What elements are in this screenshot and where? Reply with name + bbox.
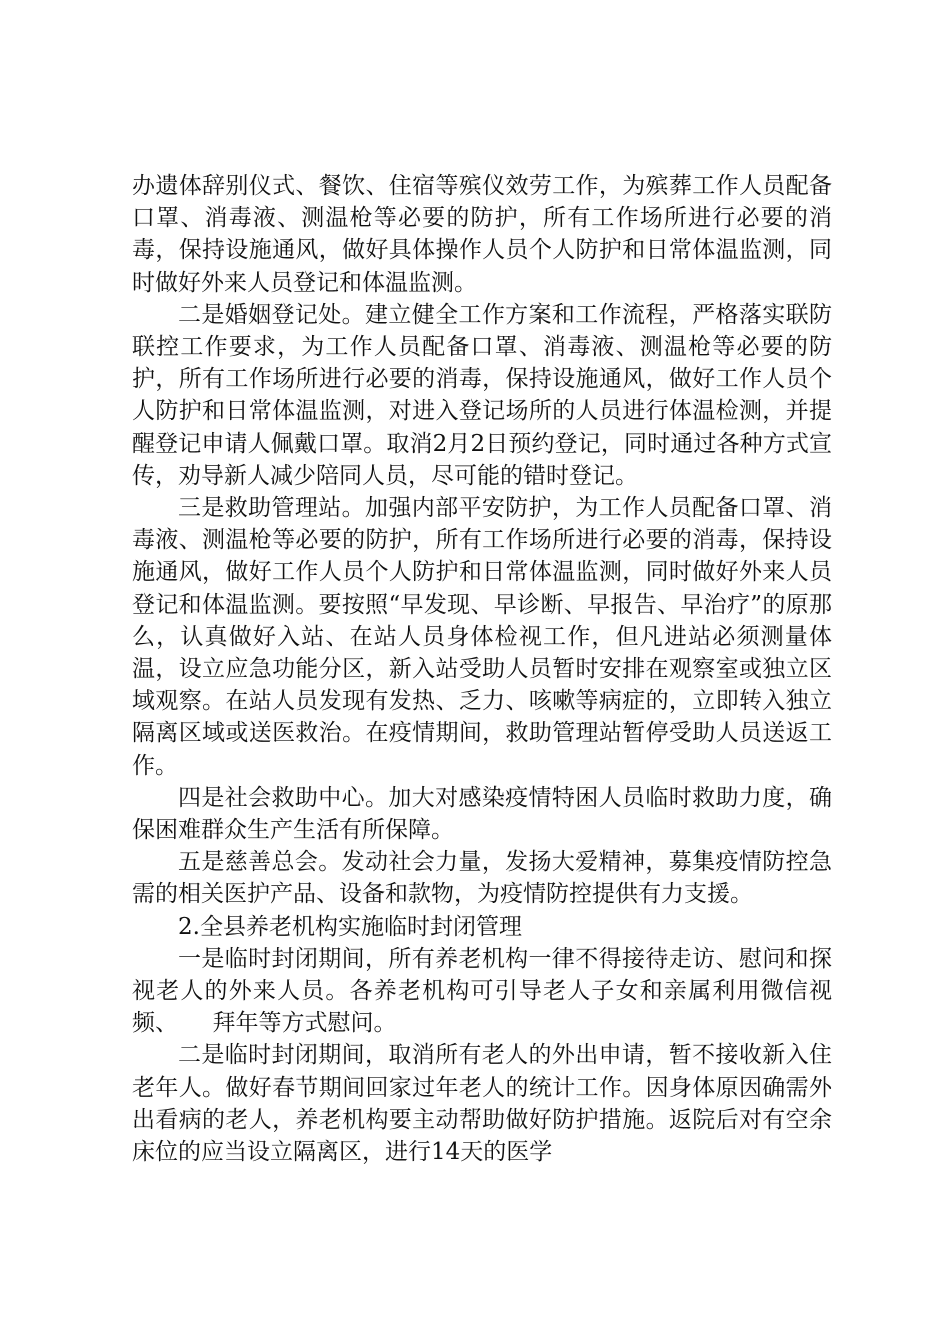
document-body	[132, 170, 832, 1168]
paragraph-no-outings: 二是临时封闭期间，取消所有老人的外出申请，暂不接收新入住老年人。做好春节期间回家过年老人的统计工作。因身体原因确需外出看病的老人，养老机构要主动帮助做好防护措施。返院后对有空余床位的应当设立隔离区，进行14天的医学	[132, 1042, 832, 1166]
paragraph-social-relief-center: 四是社会救助中心。加大对感染疫情特困人员临时救助力度，确保困难群众生产生活有所保障。	[132, 784, 832, 844]
section-heading-elderly-care: 2.全县养老机构实施临时封闭管理	[178, 913, 522, 940]
paragraph-marriage-registration: 二是婚姻登记处。建立健全工作方案和工作流程，严格落实联防联控工作要求，为工作人员配备口罩、消毒液、测温枪等必要的防护，所有工作场所进行必要的消毒，保持设施通风，做好工作人员个人防护和日常体温监测，对进入登记场所的人员进行体温检测，并提醒登记申请人佩戴口罩。取消2月2日预约登记，同时通过各种方式宣传，劝导新人减少陪同人员，尽可能的错时登记。	[132, 301, 832, 489]
paragraph-relief-station: 三是救助管理站。加强内部平安防护，为工作人员配备口罩、消毒液、测温枪等必要的防护，所有工作场所进行必要的消毒，保持设施通风，做好工作人员个人防护和日常体温监测，同时做好外来人员登记和体温监测。要按照“早发现、早诊断、早报告、早治疗”的原那么，认真做好入站、在站人员身体检视工作，但凡进站必须测量体温，设立应急功能分区，新入站受助人员暂时安排在观察室或独立区域观察。在站人员发现有发热、乏力、咳嗽等病症的，立即转入独立隔离区域或送医救治。在疫情期间，救助管理站暂停受助人员送返工作。	[132, 495, 832, 779]
paragraph-no-visitors: 一是临时封闭期间，所有养老机构一律不得接待走访、慰问和探视老人的外来人员。各养老机构可引导老人子女和亲属利用微信视频、 拜年等方式慰问。	[132, 945, 832, 1037]
paragraph-charity-federation: 五是慈善总会。发动社会力量，发扬大爱精神，募集疫情防控急需的相关医护产品、设备和款物，为疫情防控提供有力支援。	[132, 849, 832, 908]
paragraph-funeral-services: 办遗体辞别仪式、餐饮、住宿等殡仪效劳工作，为殡葬工作人员配备口罩、消毒液、测温枪等必要的防护，所有工作场所进行必要的消毒，保持设施通风，做好具体操作人员个人防护和日常体温监测，同时做好外来人员登记和体温监测。	[132, 173, 832, 296]
